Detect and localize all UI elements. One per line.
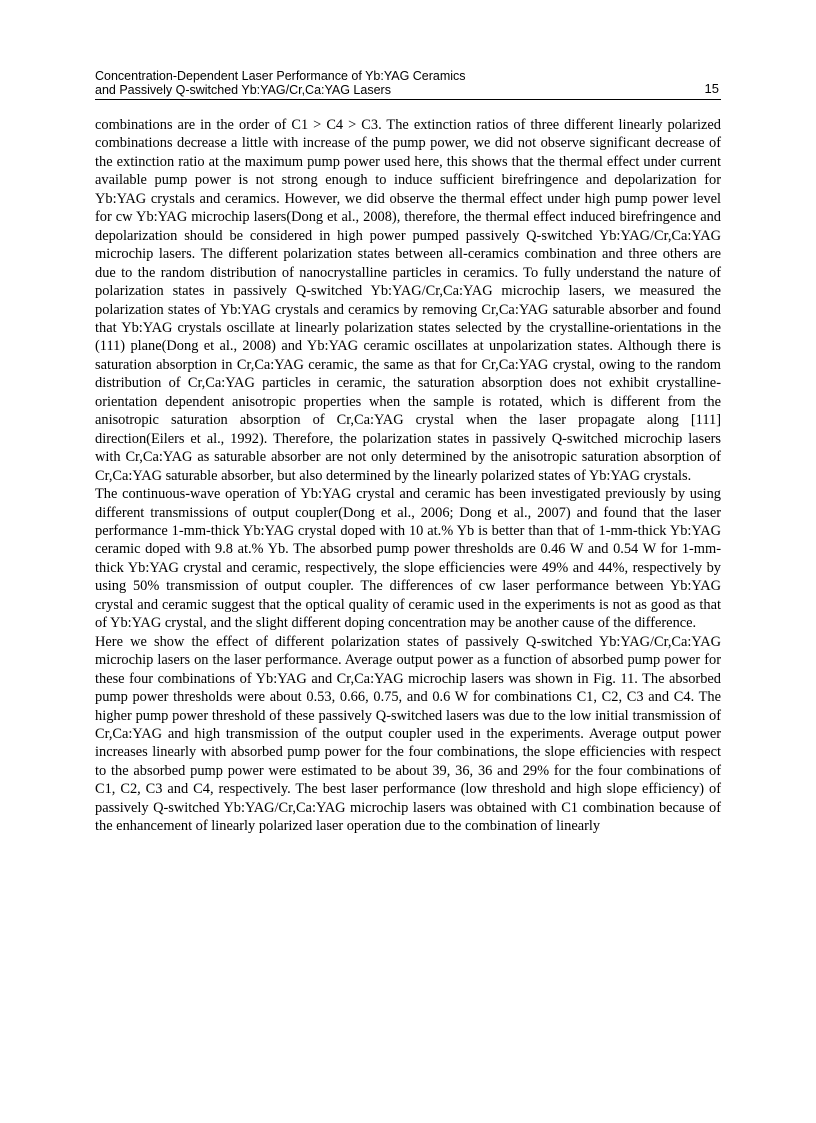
paragraph-continuous-wave: The continuous-wave operation of Yb:YAG crystal and ceramic has been investigated previously by using different transmissions of output coupler(Dong et al., 2006; Dong et al., 2007) and found that the laser performance 1-mm-thick Yb:YAG crystal doped with 10 at.% Yb is better than that of 1-mm-thick Yb:YAG ceramic doped with 9.8 at.% Yb. The absorbed pump power thresholds are 0.46 W and 0.54 W for 1-mm-thick Yb:YAG crystal and ceramic, respectively, the slope efficiencies were 49% and 44%, respectively by using 50% transmission of output coupler. The differences of cw laser performance between Yb:YAG crystal and ceramic suggest that the optical quality of ceramic used in the experiments is not as good as that of Yb:YAG crystal, and the slight different doping concentration may be another cause of the difference.	[95, 486, 721, 632]
running-title	[95, 69, 466, 97]
running-title-line-2: and Passively Q-switched Yb:YAG/Cr,Ca:YAG Lasers	[95, 83, 391, 97]
body-text	[95, 116, 721, 836]
paragraph-q-switched-performance: Here we show the effect of different polarization states of passively Q-switched Yb:YAG/Cr,Ca:YAG microchip lasers on the laser performance. Average output power as a function of absorbed pump power for these four combinations of Yb:YAG and Cr,Ca:YAG microchip lasers was shown in Fig. 11. The absorbed pump power thresholds were about 0.53, 0.66, 0.75, and 0.6 W for combinations C1, C2, C3 and C4. The higher pump power threshold of these passively Q-switched lasers was due to the low initial transmission of Cr,Ca:YAG and high transmission of the output coupler used in the experiments. Average output power increases linearly with absorbed pump power for the four combinations, the slope efficiencies with respect to the absorbed pump power were estimated to be about 39, 36, 36 and 29% for the four combinations of C1, C2, C3 and C4, respectively. The best laser performance (low threshold and high slope efficiency) of passively Q-switched Yb:YAG/Cr,Ca:YAG microchip lasers was obtained with C1 combination because of the enhancement of linearly polarized laser operation due to the combination of linearly	[95, 633, 721, 835]
page-header	[95, 69, 721, 100]
running-title-line-1: Concentration-Dependent Laser Performance of Yb:YAG Ceramics	[95, 69, 466, 83]
page-number: 15	[704, 81, 719, 96]
paragraph-polarization: combinations are in the order of C1 > C4 > C3. The extinction ratios of three different linearly polarized combinations decrease a little with increase of the pump power, we did not observe significant decrease of the extinction ratio at the maximum pump power used here, this shows that the thermal effect under current available pump power is not strong enough to induce sufficient birefringence and depolarization for Yb:YAG crystals and ceramics. However, we did observe the thermal effect under high pump power level for cw Yb:YAG microchip lasers(Dong et al., 2008), therefore, the thermal effect induced birefringence and depolarization should be considered in high power pumped passively Q-switched Yb:YAG/Cr,Ca:YAG microchip lasers. The different polarization states between all-ceramics combination and three others are due to the random distribution of nanocrystalline particles in ceramics. To fully understand the nature of polarization states in passively Q-switched Yb:YAG/Cr,Ca:YAG microchip lasers, we measured the polarization states of Yb:YAG crystals and ceramics by removing Cr,Ca:YAG saturable absorber and found that Yb:YAG crystals oscillate at linearly polarization states selected by the crystalline-orientations in the (111) plane(Dong et al., 2008) and Yb:YAG ceramic oscillates at unpolarization states. Although there is saturation absorption in Cr,Ca:YAG ceramic, the same as that for Cr,Ca:YAG crystal, owing to the random distribution of Cr,Ca:YAG particles in ceramic, the saturation absorption does not exhibit crystalline-orientation dependent anisotropic properties when the sample is rotated, which is different from the anisotropic saturation absorption of Cr,Ca:YAG crystal when the laser propagate along [111] direction(Eilers et al., 1992). Therefore, the polarization states in passively Q-switched microchip lasers with Cr,Ca:YAG as saturable absorber are not only determined by the anisotropic saturation absorption of Cr,Ca:YAG saturable absorber, but also determined by the linearly polarized states of Yb:YAG crystals.	[95, 117, 721, 484]
